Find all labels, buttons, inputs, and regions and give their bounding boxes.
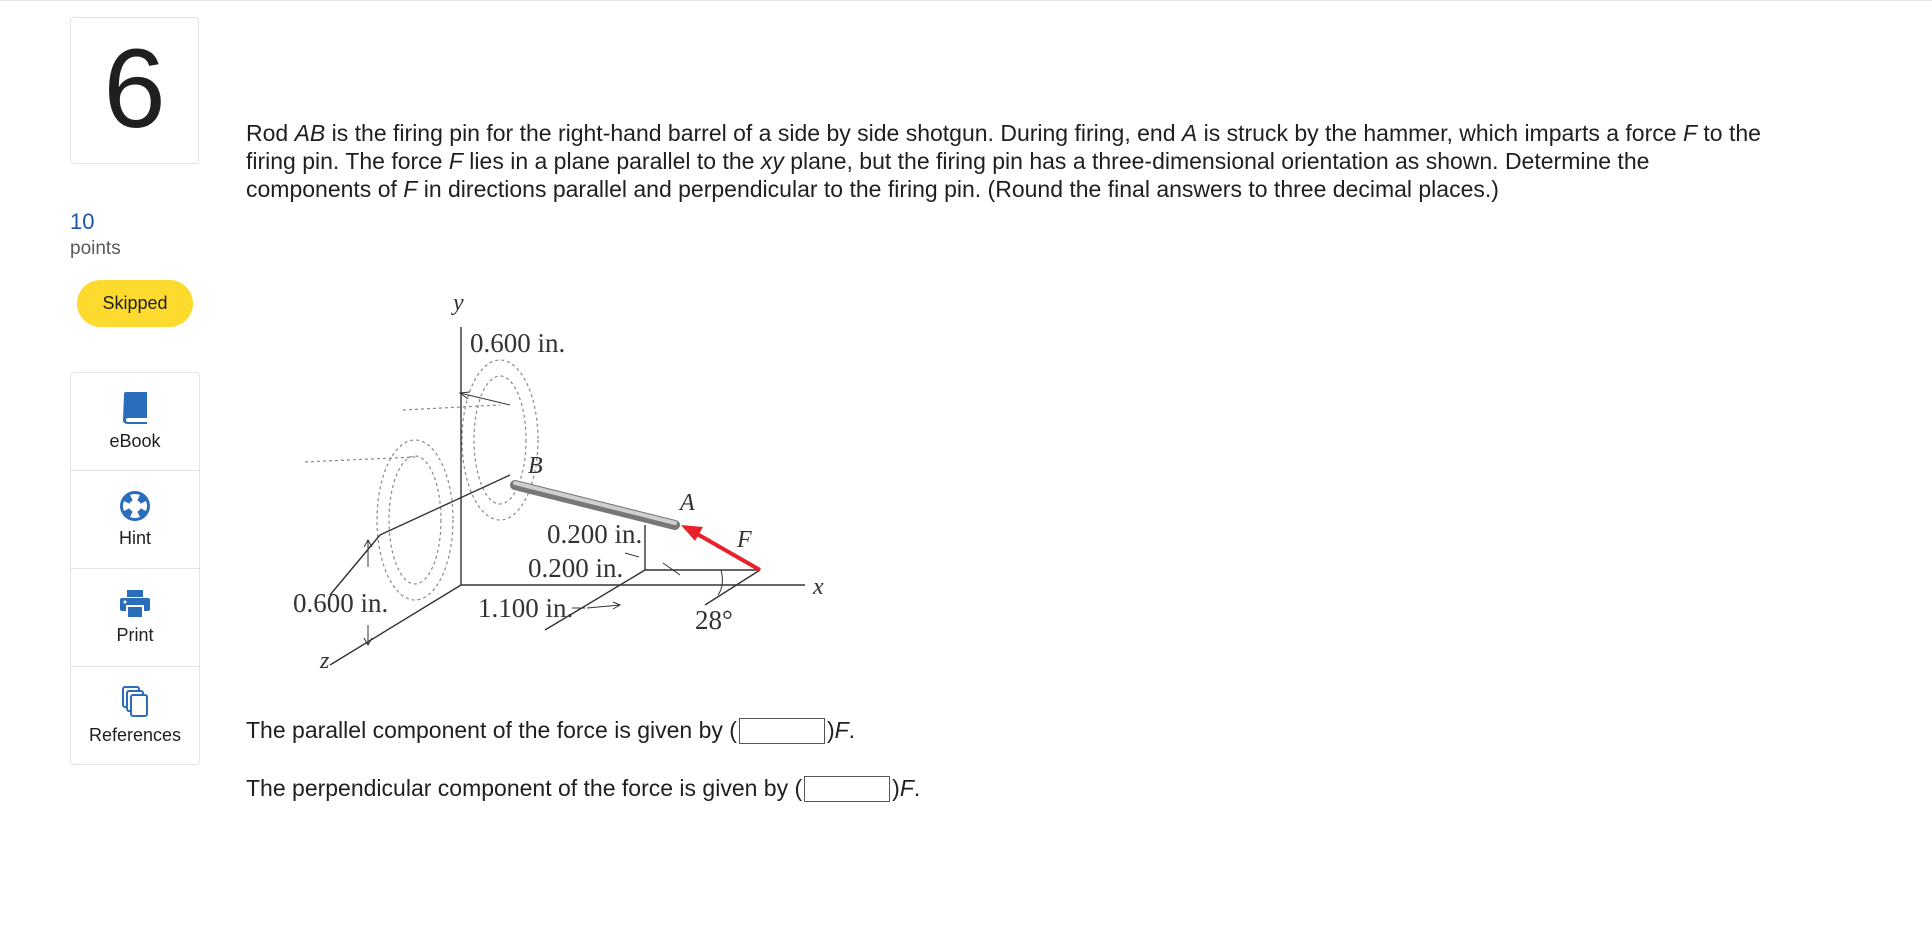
- points-value: 10: [70, 209, 95, 234]
- ebook-label: eBook: [109, 431, 161, 451]
- parallel-input[interactable]: [739, 718, 825, 744]
- perpendicular-input[interactable]: [804, 776, 890, 802]
- book-icon: [120, 391, 150, 425]
- force-f-label: F: [737, 527, 752, 553]
- perpendicular-prefix: The perpendicular component of the force is given by (: [246, 775, 803, 801]
- dim-left-label: 0.600 in.: [293, 588, 389, 618]
- dim-bottom-label: 1.100 in.: [478, 593, 574, 623]
- copy-icon: [120, 685, 150, 719]
- tools-panel: [70, 372, 200, 765]
- dim-mid2-label: 0.200 in.: [528, 553, 624, 583]
- question-number-card: [70, 17, 199, 164]
- dim-top-label: 0.600 in.: [470, 328, 566, 358]
- hint-button[interactable]: [71, 471, 199, 569]
- top-divider: [0, 0, 1932, 1]
- perpendicular-answer-row: [246, 775, 920, 802]
- references-button[interactable]: [71, 667, 199, 764]
- parallel-prefix: The parallel component of the force is given by (: [246, 717, 737, 743]
- ebook-button[interactable]: [71, 373, 199, 471]
- points-label: points: [70, 238, 121, 259]
- references-label: References: [88, 725, 182, 745]
- printer-icon: [119, 589, 151, 619]
- print-button[interactable]: [71, 569, 199, 667]
- axis-y-label: y: [453, 290, 464, 316]
- status-badge: Skipped: [77, 280, 193, 327]
- lifebuoy-icon: [119, 490, 151, 522]
- parallel-answer-row: [246, 717, 855, 744]
- hint-label: Hint: [118, 528, 151, 548]
- point-a-label: A: [680, 490, 695, 516]
- axis-z-label: z: [320, 648, 330, 674]
- angle-label: 28°: [695, 605, 733, 635]
- dim-mid1-label: 0.200 in.: [547, 519, 643, 549]
- point-b-label: B: [528, 453, 543, 479]
- firing-pin-diagram: [285, 285, 845, 685]
- question-prompt: Rod AB is the firing pin for the right-hand barrel of a side by side shotgun. During firing, end A is struck by the hammer, which imparts a force F to the firing pin. The force F lies in a plane parallel to the xy plane, but the firing pin has a three-dimensional orientation as shown. Determine the components of F in directions parallel and perpendicular to the firing pin. (Round the final answers to three decimal places.): [246, 120, 1761, 202]
- parallel-suffix: )F.: [826, 717, 856, 743]
- axis-x-label: x: [813, 574, 824, 600]
- perpendicular-suffix: )F.: [892, 775, 921, 801]
- print-label: Print: [116, 625, 154, 645]
- question-number: 6: [103, 25, 166, 151]
